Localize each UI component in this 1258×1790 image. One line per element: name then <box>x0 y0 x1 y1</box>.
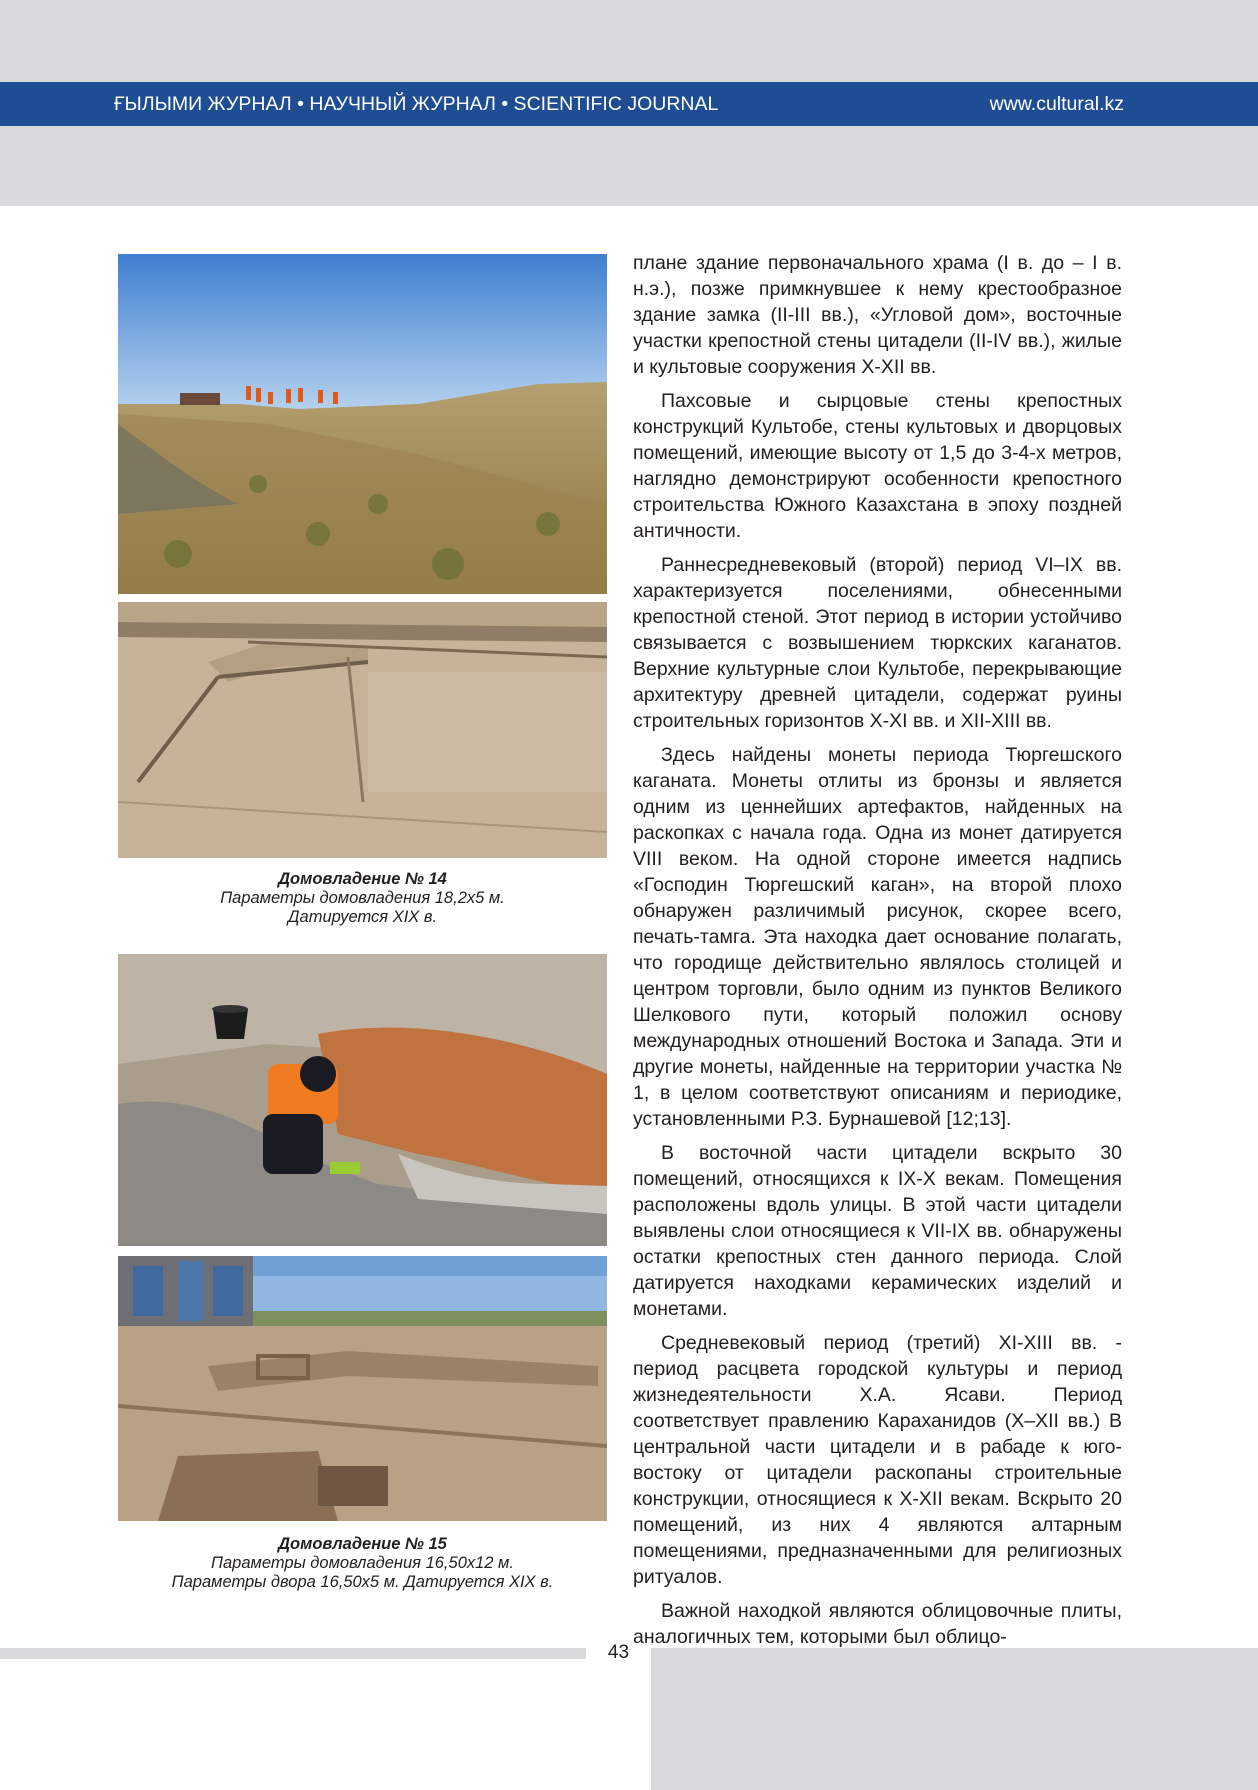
journal-title: ҒЫЛЫМИ ЖУРНАЛ • НАУЧНЫЙ ЖУРНАЛ • SCIENTIFIC JOURNAL <box>114 93 719 115</box>
paragraph: Важной находкой являются облицовочные плиты, аналогичных тем, которыми был облицо- <box>633 1600 1122 1648</box>
photo-worker-brushing <box>118 954 607 1246</box>
footer-gray-bar <box>0 1648 586 1659</box>
caption-line: Параметры домовладения 16,50х12 м. <box>211 1554 514 1572</box>
website-link[interactable]: www.cultural.kz <box>989 93 1124 115</box>
paragraph: В восточной части цитадели вскрыто 30 помещений, относящихся к IX-X векам. Помещения расположены вдоль улицы. В этой части цитадели выявлены слои относящиеся к VII-IX вв. обнаружены остатки крепостных стен данного периода. Слой датируется находками керамических изделий и монетами. <box>633 1142 1122 1320</box>
photo-household-15 <box>118 1256 607 1521</box>
photo-excavation-team <box>118 254 607 594</box>
paragraph: Средневековый период (третий) XI-XIII вв. - период расцвета городской культуры и период жизнедеятельности Х.А. Ясави. Период соответствует правлению Караханидов (X–XII вв.) В центральной части цитадели и в рабаде к юго-востоку от цитадели раскопаны строительные конструкции, относящиеся к X-XII векам. Вскрыто 20 помещений, из них 4 являются алтарным помещениями, предназначенными для религиозных ритуалов. <box>633 1332 1122 1588</box>
caption-title: Домовладение № 14 <box>278 870 447 888</box>
caption-household-14 <box>118 870 607 927</box>
caption-line: Параметры двора 16,50х5 м. Датируется XIX в. <box>171 1573 554 1591</box>
footer-gray-block <box>651 1648 1258 1790</box>
paragraph: Раннесредневековый (второй) период VI–IX вв. характеризуется поселениями, обнесенными крепостной стеной. Этот период в истории устойчиво связывается с возвышением тюркских каганатов. Верхние культурные слои Культобе, перекрывающие архитектуру древней цитадели, содержат руины строительных горизонтов X-XI вв. и XII-XIII вв. <box>633 554 1122 732</box>
article-text-column <box>633 250 1122 1658</box>
paragraph: плане здание первоначального храма (I в. до – I в. н.э.), позже примкнувшее к нему крестообразное здание замка (II-III вв.), «Угловой дом», восточные участки крепостной стены цитадели (II-IV вв.), жилые и культовые сооружения X-XII вв. <box>633 252 1122 378</box>
caption-line: Параметры домовладения 18,2х5 м. <box>220 889 505 907</box>
caption-household-15 <box>118 1535 607 1592</box>
photo-household-14 <box>118 602 607 858</box>
journal-header-band <box>0 82 1258 126</box>
paragraph: Пахсовые и сырцовые стены крепостных конструкций Культобе, стены культовых и дворцовых помещений, имеющие высоту от 1,5 до 3-4-х метров, наглядно демонстрируют особенности крепостного строительства Южного Казахстана в эпоху поздней античности. <box>633 390 1122 542</box>
paragraph: Здесь найдены монеты периода Тюргешского каганата. Монеты отлиты из бронзы и является одним из ценнейших артефактов, найденных на раскопках с начала года. Одна из монет датируется VIII веком. На одной стороне имеется надпись «Господин Тюргешский каган», на второй плохо обнаружен различимый рисунок, скорее всего, печать-тамга. Эта находка дает основание полагать, что городище действительно являлось столицей и центром торговли, было одним из пунктов Великого Шелкового пути, который положил основу международных отношений Востока и Запада. Эти и другие монеты, найденные на территории участка № 1, в целом соответствуют описаниям и периодике, установленными Р.З. Бурнашевой [12;13]. <box>633 744 1122 1130</box>
caption-title: Домовладение № 15 <box>278 1535 447 1553</box>
page-number: 43 <box>607 1642 630 1663</box>
caption-line: Датируется XIX в. <box>287 908 438 926</box>
